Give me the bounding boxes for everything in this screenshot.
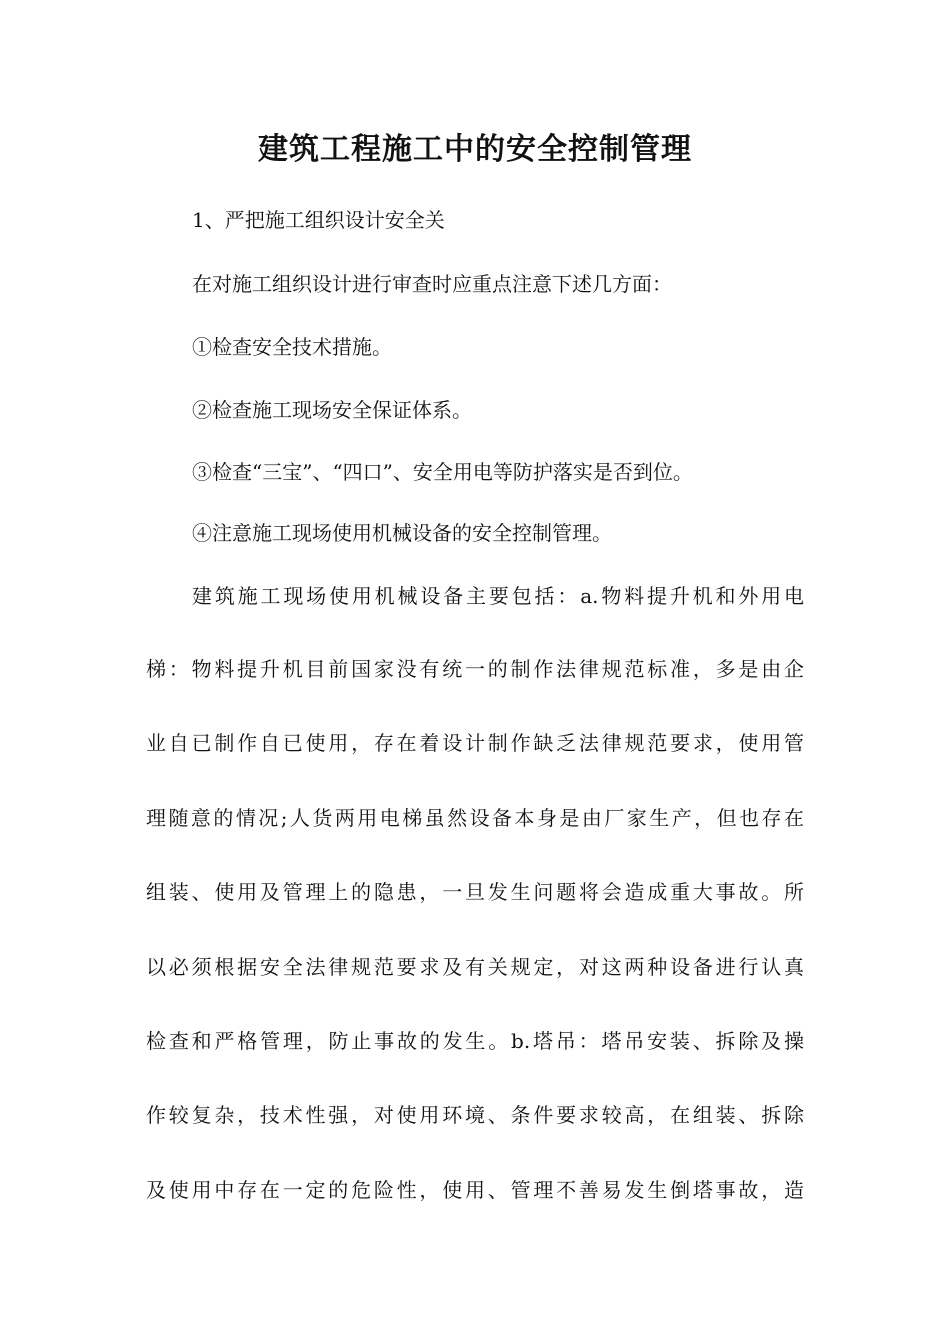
paragraph-line: 作较复杂，技术性强，对使用环境、条件要求较高，在组装、拆除 — [146, 1103, 804, 1127]
paragraph-line: 建筑施工现场使用机械设备主要包括：a.物料提升机和外用电 — [192, 584, 804, 608]
paragraph-line: 组装、使用及管理上的隐患，一旦发生问题将会造成重大事故。所 — [146, 880, 804, 904]
paragraph-line: 理随意的情况;人货两用电梯虽然设备本身是由厂家生产，但也存在 — [146, 806, 804, 830]
paragraph-line: 以必须根据安全法律规范要求及有关规定，对这两种设备进行认真 — [146, 955, 804, 979]
document-title: 建筑工程施工中的安全控制管理 — [258, 132, 692, 167]
checklist-item: ④注意施工现场使用机械设备的安全控制管理。 — [192, 521, 612, 545]
checklist-item: ②检查施工现场安全保证体系。 — [192, 398, 472, 422]
paragraph-line: 梯：物料提升机目前国家没有统一的制作法律规范标准，多是由企 — [146, 657, 804, 681]
checklist-item: ③检查“三宝”、“四口”、安全用电等防护落实是否到位。 — [192, 460, 693, 484]
paragraph-line: 业自已制作自已使用，存在着设计制作缺乏法律规范要求，使用管 — [146, 731, 804, 755]
paragraph-line: 及使用中存在一定的危险性，使用、管理不善易发生倒塔事故，造 — [146, 1178, 804, 1202]
section-heading: 1、严把施工组织设计安全关 — [192, 208, 445, 232]
intro-line: 在对施工组织设计进行审查时应重点注意下述几方面： — [192, 272, 672, 296]
paragraph-line: 检查和严格管理，防止事故的发生。b.塔吊：塔吊安装、拆除及操 — [146, 1029, 804, 1053]
checklist-item: ①检查安全技术措施。 — [192, 335, 392, 359]
